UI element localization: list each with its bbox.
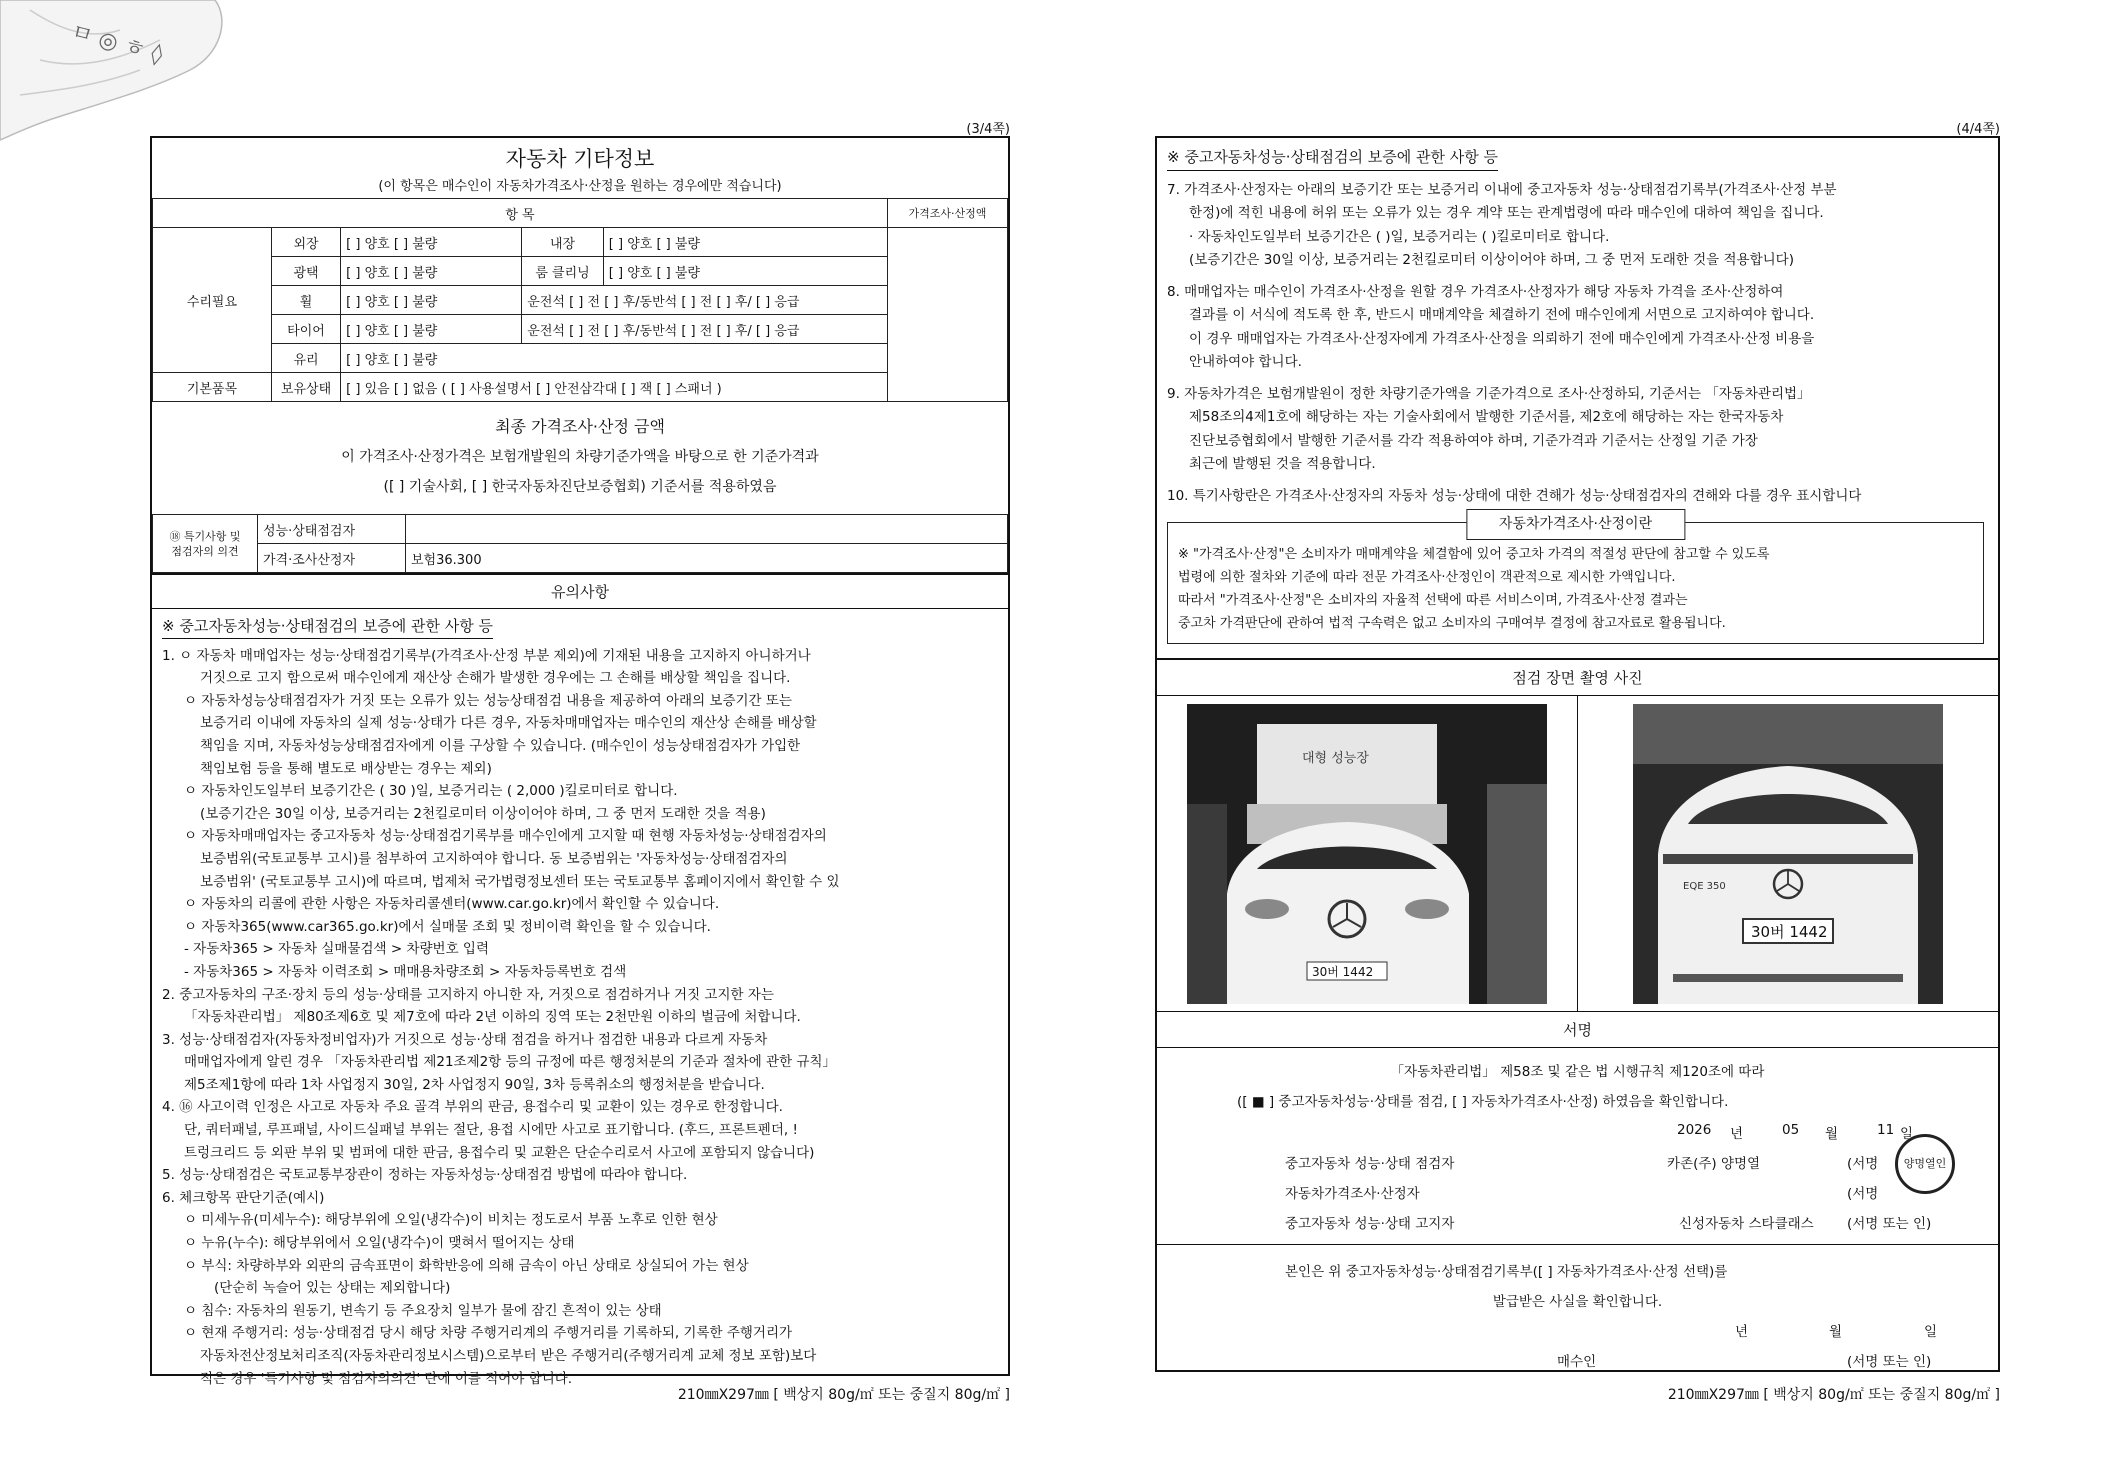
page-number: (3/4쪽) xyxy=(966,122,1010,137)
note-line: ㅇ 누유(누수): 해당부위에서 오일(냉각수)이 맺혀서 떨어지는 상태 xyxy=(184,1235,575,1252)
pricer-sign-label: 자동차가격조사·산정자 xyxy=(1285,1186,1420,1202)
notifier-sign-label: 중고자동차 성능·상태 고지자 xyxy=(1285,1216,1455,1232)
buyer-day-label: 일 xyxy=(1924,1324,1938,1340)
note-line: ㅇ 자동차성능상태점검자가 거짓 또는 오류가 있는 성능상태점검 내용을 제공하여 아래의 보증기간 또는 xyxy=(184,692,792,709)
note-gap xyxy=(1167,273,1986,281)
row-label: 타이어 xyxy=(271,315,340,344)
checkbox-value[interactable]: [ ] 양호 [ ] 불량 xyxy=(341,286,522,315)
row-label: 외장 xyxy=(271,228,340,257)
notes-list xyxy=(1167,179,1986,509)
note-line: - 자동차365 > 자동차 이력조회 > 매매용차량조회 > 자동차등록번호 검색 xyxy=(184,963,627,980)
note-line: ㅇ 현재 주행거리: 성능·상태점검 당시 해당 차량 주행거리계의 주행거리를 기록하되, 기록한 주행거리가 xyxy=(184,1325,793,1342)
note-line: 보증거리 이내에 자동차의 실제 성능·상태가 다른 경우, 자동차매매업자는 매수인의 재산상 손해를 배상할 xyxy=(200,715,817,732)
final-price-title: 최종 가격조사·산정 금액 xyxy=(495,417,665,436)
checkbox-value[interactable]: [ ] 양호 [ ] 불량 xyxy=(341,344,888,373)
note-line: 4. ⑯ 사고이력 인정은 사고로 자동차 주요 골격 부위의 판금, 용접수리 및 교환이 있는 경우로 한정합니다. xyxy=(162,1099,783,1116)
pricer-label: 가격·조사산정자 xyxy=(258,544,406,573)
inspector-opinion[interactable] xyxy=(406,515,1008,544)
sign-confirm-line: ([ ■ ] 중고자동차성능·상태를 점검, [ ] 자동차가격조사·산정) 하였음을 확인합니다. xyxy=(1237,1094,1729,1110)
definition-line: 중고차 가격판단에 관하여 법적 구속력은 없고 소비자의 구매여부 결정에 참고자료로 활용됩니다. xyxy=(1178,616,1726,631)
buyer-confirm-line: 본인은 위 중고자동차성능·상태점검기록부([ ] 자동차가격조사·산정 선택)를 xyxy=(1285,1264,1728,1280)
row-label: 보유상태 xyxy=(271,373,340,402)
note-line: 거짓으로 고지 함으로써 매수인에게 재산상 손해가 발생한 경우에는 그 손해를 배상할 책임을 집니다. xyxy=(200,670,791,687)
definition-line: ※ "가격조사·산정"은 소비자가 매매계약을 체결함에 있어 중고차 가격의 적절성 판단에 참고할 수 있도록 xyxy=(1178,547,1770,562)
definition-line: 법령에 의한 절차와 기준에 따라 전문 가격조사·산정인이 객관적으로 제시한 가액입니다. xyxy=(1178,570,1676,585)
checkbox-value[interactable]: [ ] 양호 [ ] 불량 xyxy=(603,257,887,286)
definition-line: 따라서 "가격조사·산정"은 소비자의 자율적 선택에 따른 서비스이며, 가격조사·산정 결과는 xyxy=(1178,593,1688,608)
notes-head: ※ 중고자동차성능·상태점검의 보증에 관한 사항 등 xyxy=(162,615,493,639)
sign-law-line: 「자동차관리법」 제58조 및 같은 법 시행규칙 제120조에 따라 xyxy=(1390,1064,1765,1080)
signature-title: 서명 xyxy=(1157,1012,1998,1048)
note-line: 5. 성능·상태점검은 국토교통부장관이 정하는 자동차성능·상태점검 방법에 따라야 합니다. xyxy=(162,1167,688,1184)
paper-spec: 210㎜X297㎜ [ 백상지 80g/㎡ 또는 중질지 80g/㎡ ] xyxy=(677,1387,1010,1403)
paper-spec: 210㎜X297㎜ [ 백상지 80g/㎡ 또는 중질지 80g/㎡ ] xyxy=(1667,1387,2000,1403)
repair-needed-label: 수리필요 xyxy=(153,228,272,373)
plate-text: 30버 1442 xyxy=(1312,964,1374,979)
row-label: 광택 xyxy=(271,257,340,286)
buyer-label: 매수인 xyxy=(1557,1354,1597,1370)
position-detail[interactable]: 운전석 [ ] 전 [ ] 후/동반석 [ ] 전 [ ] 후/ [ ] 응급 xyxy=(522,286,888,315)
note-line: 진단보증협회에서 발행한 기준서를 각각 적용하여야 하며, 기준가격과 기준서는 산정일 기준 가장 xyxy=(1189,432,1758,449)
checkbox-value[interactable]: [ ] 양호 [ ] 불량 xyxy=(341,228,522,257)
photo-cell xyxy=(1577,696,1998,1011)
note-line: 매매업자에게 알린 경우 「자동차관리법 제21조제2항 등의 규정에 따른 행정처분의 기준과 절차에 관한 규칙」 xyxy=(184,1054,836,1071)
stamp-text: 양명열인 xyxy=(1903,1157,1947,1170)
note-line: 자동차전산정보처리조직(자동차관리정보시스템)으로부터 받은 주행거리(주행거리계 교체 정보 포함)보다 xyxy=(200,1348,817,1364)
page-3 xyxy=(150,110,1010,1403)
price-header: 가격조사·산정액 xyxy=(887,199,1007,228)
photo-title: 점검 장면 촬영 사진 xyxy=(1157,658,1998,696)
inspector-name[interactable]: 카존(주) 양명열 xyxy=(1667,1156,1761,1172)
photo-cell xyxy=(1157,696,1577,1011)
notifier-name[interactable]: 신성자동차 스타클래스 xyxy=(1679,1216,1814,1232)
checkbox-value[interactable]: [ ] 양호 [ ] 불량 xyxy=(603,228,887,257)
page-frame xyxy=(150,136,1010,1387)
note-line: 결과를 이 서식에 적도록 한 후, 반드시 매매계약을 체결하기 전에 매수인에게 서면으로 고지하여야 합니다. xyxy=(1189,307,1815,323)
page-number: (4/4쪽) xyxy=(1956,122,2000,137)
special-notes-table xyxy=(152,514,1008,573)
position-detail[interactable]: 운전석 [ ] 전 [ ] 후/동반석 [ ] 전 [ ] 후/ [ ] 응급 xyxy=(522,315,888,344)
seal-stamp xyxy=(1895,1134,1955,1194)
checkbox-value[interactable]: [ ] 양호 [ ] 불량 xyxy=(341,315,522,344)
badge-text: EQE 350 xyxy=(1683,880,1726,892)
note-line: ㅇ 자동차의 리콜에 관한 사항은 자동차리콜센터(www.car.go.kr)에서 확인할 수 있습니다. xyxy=(184,896,720,913)
note-line: - 자동차365 > 자동차 실매물검색 > 차량번호 입력 xyxy=(184,941,489,958)
special-notes-label xyxy=(153,515,258,573)
date-month-label: 월 xyxy=(1825,1126,1839,1142)
pricer-sign[interactable]: (서명 xyxy=(1847,1186,1879,1202)
signature-section xyxy=(1157,1048,1998,1468)
buyer-year-label: 년 xyxy=(1735,1324,1749,1340)
buyer-month-label: 월 xyxy=(1829,1324,1843,1340)
row-label: 휠 xyxy=(271,286,340,315)
note-line: ㅇ 자동차인도일부터 보증기간은 ( 30 )일, 보증거리는 ( 2,000 )킬로미터로 합니다. xyxy=(184,783,678,800)
note-line: 적은 경우 '특기사항 및 점검자의의견' 란에 이를 적어야 합니다. xyxy=(200,1370,573,1387)
notes-head: ※ 중고자동차성능·상태점검의 보증에 관한 사항 등 xyxy=(1167,146,1498,171)
note-line: 한정)에 적힌 내용에 허위 또는 오류가 있는 경우 계약 또는 관계법령에 따라 매수인에 대하여 책임을 집니다. xyxy=(1189,205,1824,221)
special-label-line: ⑱ 특기사항 및 xyxy=(169,529,241,543)
note-line: ㅇ 침수: 자동차의 원동기, 변속기 등 주요장치 일부가 물에 잠긴 흔적이 있는 상태 xyxy=(184,1302,662,1319)
page-frame xyxy=(1155,136,2000,1372)
note-line: ㅇ 부식: 차량하부와 외판의 금속표면이 화학반응에 의해 금속이 아닌 상태로 상실되어 가는 현상 xyxy=(184,1257,749,1274)
final-price-section xyxy=(152,402,1008,514)
car-rear-photo xyxy=(1633,704,1943,1004)
banner-text: 대형 성능장 xyxy=(1302,750,1369,766)
pricer-value[interactable]: 보험36.300 xyxy=(406,544,1008,573)
note-gap xyxy=(1167,375,1986,383)
note-line: · 자동차인도일부터 보증기간은 ( )일, 보증거리는 ( )킬로미터로 합니다. xyxy=(1189,228,1610,245)
plate-text: 30버 1442 xyxy=(1751,922,1828,941)
sign-divider xyxy=(1157,1244,1998,1245)
note-line: 단, 쿼터패널, 루프패널, 사이드실패널 부위는 절단, 용접 시에만 사고로 표기합니다. (후드, 프론트펜더, ! xyxy=(184,1122,798,1139)
special-label-line: 점검자의 의견 xyxy=(171,544,239,558)
notes-list xyxy=(162,645,996,1391)
note-line: ㅇ 자동차365(www.car365.go.kr)에서 실매물 조회 및 정비이력 확인을 할 수 있습니다. xyxy=(184,918,711,935)
warranty-notes xyxy=(1157,138,1998,508)
note-line: (보증기간은 30일 이상, 보증거리는 2천킬로미터 이상이어야 하며, 그 중 먼저 도래한 것을 적용합니다) xyxy=(1189,252,1794,268)
note-line: 제58조의4제1호에 해당하는 자는 기술사회에서 발행한 기준서를, 제2호에 해당하는 자는 한국자동차 xyxy=(1189,409,1784,425)
note-line: 보증범위(국토교통부 고시)를 첨부하여 고지하여야 합니다. 동 보증범위는 '자동차성능·상태점검자의 xyxy=(200,850,788,867)
note-line: 보증범위' (국토교통부 고시)에 따르며, 법제처 국가법령정보센터 또는 국토교통부 홈페이지에서 확인할 수 있 xyxy=(200,873,840,890)
basic-items-label: 기본품목 xyxy=(153,373,272,402)
note-line: ㅇ 미세누유(미세누수): 해당부위에 오일(냉각수)이 비치는 정도로서 부품 노후로 인한 현상 xyxy=(184,1212,718,1229)
inspector-label: 성능·상태점검자 xyxy=(258,515,406,544)
date-day[interactable]: 11 xyxy=(1877,1122,1895,1138)
note-line: 이 경우 매매업자는 가격조사·산정자에게 가격조사·산정을 의뢰하기 전에 매수인에게 가격조사·산정 비용을 xyxy=(1189,330,1815,347)
inspector-sign[interactable]: (서명 xyxy=(1847,1156,1879,1172)
note-line: (단순히 녹슬어 있는 상태는 제외합니다) xyxy=(214,1280,451,1297)
note-gap xyxy=(1167,477,1986,485)
notifier-sign[interactable]: (서명 또는 인) xyxy=(1847,1216,1932,1232)
note-line: 10. 특기사항란은 가격조사·산정자의 자동차 성능·상태에 대한 견해가 성능·상태점검자의 견해와 다를 경우 표시합니다 xyxy=(1167,487,1862,504)
notes-title: 유의사항 xyxy=(152,573,1008,609)
date-month[interactable]: 05 xyxy=(1782,1122,1800,1138)
items-header: 항 목 xyxy=(153,199,888,228)
page-title: 자동차 기타정보 xyxy=(505,147,655,171)
row-label: 유리 xyxy=(271,344,340,373)
note-line: 1. ㅇ 자동차 매매업자는 성능·상태점검기록부(가격조사·산정 부분 제외)에 기재된 내용을 고지하지 아니하거나 xyxy=(162,647,811,664)
date-year-label: 년 xyxy=(1730,1126,1744,1142)
final-price-line: 이 가격조사·산정가격은 보험개발원의 차량기준가액을 바탕으로 한 기준가격과 xyxy=(341,449,819,465)
page-subtitle: (이 항목은 매수인이 자동차가격조사·산정을 원하는 경우에만 적습니다) xyxy=(378,179,782,194)
note-line: 6. 체크항목 판단기준(예시) xyxy=(162,1189,325,1206)
note-line: 트렁크리드 등 외판 부위 및 범퍼에 대한 판금, 용접수리 및 교환은 단순수리로서 사고에 포함되지 않습니다) xyxy=(184,1144,815,1161)
note-line: 「자동차관리법」 제80조제6호 및 제7호에 따라 2년 이하의 징역 또는 2천만원 이하의 벌금에 처합니다. xyxy=(184,1009,801,1026)
definition-box xyxy=(1167,516,1984,644)
note-line: 2. 중고자동차의 구조·장치 등의 성능·상태를 고지하지 아니한 자, 거짓으로 점검하거나 거짓 고지한 자는 xyxy=(162,986,774,1003)
definition-title: 자동차가격조사·산정이란 xyxy=(1466,509,1685,540)
notes-body xyxy=(152,609,1008,1390)
buyer-confirm-line: 발급받은 사실을 확인합니다. xyxy=(1492,1294,1663,1310)
note-line: (보증기간은 30일 이상, 보증거리는 2천킬로미터 이상이어야 하며, 그 중 먼저 도래한 것을 적용) xyxy=(200,805,766,822)
note-line: 3. 성능·상태점검자(자동차정비업자)가 거짓으로 성능·상태 점검을 하거나 점검한 내용과 다르게 자동차 xyxy=(162,1031,768,1048)
note-line: 9. 자동차가격은 보험개발원이 정한 차량기준가액을 기준가격으로 조사·산정하되, 기준서는 「자동차관리법」 xyxy=(1167,385,1811,402)
row-label: 룸 클리닝 xyxy=(522,257,604,286)
inspector-sign-label: 중고자동차 성능·상태 점검자 xyxy=(1285,1156,1455,1172)
note-line: 안내하여야 합니다. xyxy=(1189,354,1302,370)
checkbox-value[interactable]: [ ] 양호 [ ] 불량 xyxy=(341,257,522,286)
note-line: 책임보험 등을 통해 별도로 배상받는 경우는 제외) xyxy=(200,760,492,777)
note-line: 최근에 발행된 것을 적용합니다. xyxy=(1189,456,1376,472)
svg-text:ㅁ ◎ ㅎ ◊: ㅁ ◎ ㅎ ◊ xyxy=(68,19,166,69)
buyer-sign[interactable]: (서명 또는 인) xyxy=(1847,1354,1932,1370)
note-line: 8. 매매업자는 매수인이 가격조사·산정을 원할 경우 가격조사·산정자가 해당 자동차 가격을 조사·산정하여 xyxy=(1167,283,1784,300)
note-line: 제5조제1항에 따라 1차 사업정지 30일, 2차 사업정지 90일, 3차 등록취소의 행정처분을 받습니다. xyxy=(184,1076,765,1093)
page-4 xyxy=(1155,110,2000,1403)
price-cell xyxy=(887,228,1007,402)
date-day-label: 일 xyxy=(1900,1126,1914,1142)
note-line: 책임을 지며, 자동차성능상태점검자에게 이를 구상할 수 있습니다. (매수인이 성능상태점검자가 가입한 xyxy=(200,737,801,754)
date-year[interactable]: 2026 xyxy=(1677,1122,1712,1138)
note-line: 7. 가격조사·산정자는 아래의 보증기간 또는 보증거리 이내에 중고자동차 성능·상태점검기록부(가격조사·산정 부분 xyxy=(1167,181,1837,198)
row-label: 내장 xyxy=(522,228,604,257)
vehicle-condition-table xyxy=(152,198,1008,402)
car-front-photo xyxy=(1187,704,1547,1004)
inspection-photos xyxy=(1157,696,1998,1012)
note-line: ㅇ 자동차매매업자는 중고자동차 성능·상태점검기록부를 매수인에게 고지할 때 현행 자동차성능·상태점검자의 xyxy=(184,828,827,845)
checkbox-value[interactable]: [ ] 있음 [ ] 없음 ( [ ] 사용설명서 [ ] 안전삼각대 [ ] 잭 [ ] 스패너 ) xyxy=(341,373,888,402)
final-price-line: ([ ] 기술사회, [ ] 한국자동차진단보증협회) 기준서를 적용하였음 xyxy=(383,479,777,495)
